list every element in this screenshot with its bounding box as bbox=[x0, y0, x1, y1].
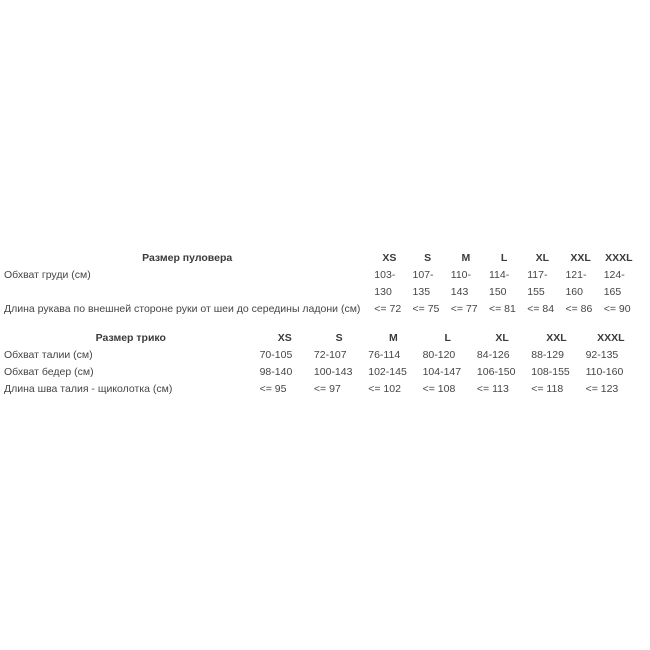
table-row bbox=[4, 381, 638, 398]
tights-size-header: XL bbox=[495, 332, 509, 344]
table-cell: 107- 135 bbox=[412, 269, 434, 298]
pullover-size-table bbox=[4, 250, 638, 318]
table-cell: 103- 130 bbox=[374, 269, 396, 298]
table-cell: 92-135 bbox=[585, 349, 619, 361]
tights-size-header: S bbox=[335, 332, 343, 344]
table-cell: 88-129 bbox=[531, 349, 564, 361]
table-cell: <= 97 bbox=[313, 383, 341, 395]
table-cell: <= 81 bbox=[489, 303, 516, 315]
table-cell: <= 84 bbox=[527, 303, 555, 315]
table-cell: 114- 150 bbox=[489, 269, 510, 298]
row-label: Обхват груди (см) bbox=[4, 269, 91, 281]
table-cell: 124- 165 bbox=[603, 269, 625, 298]
table-cell: 76-114 bbox=[368, 349, 401, 361]
table-cell: <= 118 bbox=[531, 383, 564, 395]
table-cell: 102-145 bbox=[368, 366, 407, 378]
table-cell: <= 95 bbox=[259, 383, 287, 395]
table-cell: 117- 155 bbox=[527, 269, 548, 298]
table-cell: <= 75 bbox=[412, 303, 440, 315]
table-cell: 110- 143 bbox=[450, 269, 472, 298]
table-row bbox=[4, 267, 638, 301]
table-cell: 110-160 bbox=[585, 366, 624, 378]
table-cell: 100-143 bbox=[313, 366, 353, 378]
pullover-size-header: XXL bbox=[570, 252, 591, 264]
pullover-size-header: S bbox=[424, 252, 432, 264]
table-cell: <= 108 bbox=[422, 383, 456, 395]
pullover-size-header: XS bbox=[382, 252, 397, 264]
tights-size-header: M bbox=[389, 332, 398, 344]
table-cell: 121- 160 bbox=[565, 269, 587, 298]
table-cell: 84-126 bbox=[476, 349, 510, 361]
table-cell: 70-105 bbox=[259, 349, 293, 361]
table-cell: 98-140 bbox=[259, 366, 293, 378]
table-cell: <= 77 bbox=[450, 303, 478, 315]
row-label: Обхват бедер (см) bbox=[4, 366, 94, 378]
table-cell: <= 102 bbox=[368, 383, 401, 395]
row-label: Длина шва талия - щиколотка (см) bbox=[4, 383, 173, 395]
table-cell: <= 123 bbox=[585, 383, 619, 395]
tights-size-table bbox=[4, 330, 638, 398]
table-row bbox=[4, 364, 638, 381]
tights-size-header: XXL bbox=[546, 332, 567, 344]
table-row bbox=[4, 347, 638, 364]
pullover-size-header: XL bbox=[535, 252, 550, 264]
row-label: Обхват талии (см) bbox=[4, 349, 93, 361]
row-label: Длина рукава по внешней стороне руки от шеи до середины ладони (см) bbox=[4, 303, 361, 315]
pullover-header-row bbox=[4, 250, 638, 267]
table-cell: <= 113 bbox=[476, 383, 509, 395]
table-cell: 106-150 bbox=[476, 366, 516, 378]
pullover-table-title: Размер пуловера bbox=[142, 252, 233, 264]
table-cell: <= 90 bbox=[603, 303, 631, 315]
table-cell: 72-107 bbox=[313, 349, 347, 361]
tights-header-row bbox=[4, 330, 638, 347]
tights-table-title: Размер трико bbox=[95, 332, 166, 344]
table-cell: 108-155 bbox=[531, 366, 570, 378]
pullover-size-header: M bbox=[461, 252, 471, 264]
tights-size-header: XXXL bbox=[597, 332, 625, 344]
pullover-size-header: L bbox=[500, 252, 508, 264]
table-cell: <= 72 bbox=[374, 303, 402, 315]
tights-size-header: L bbox=[444, 332, 451, 344]
table-row bbox=[4, 301, 638, 318]
pullover-size-header: XXXL bbox=[605, 252, 633, 264]
table-cell: 80-120 bbox=[422, 349, 456, 361]
tights-size-header: XS bbox=[277, 332, 292, 344]
table-cell: <= 86 bbox=[565, 303, 593, 315]
table-cell: 104-147 bbox=[422, 366, 462, 378]
